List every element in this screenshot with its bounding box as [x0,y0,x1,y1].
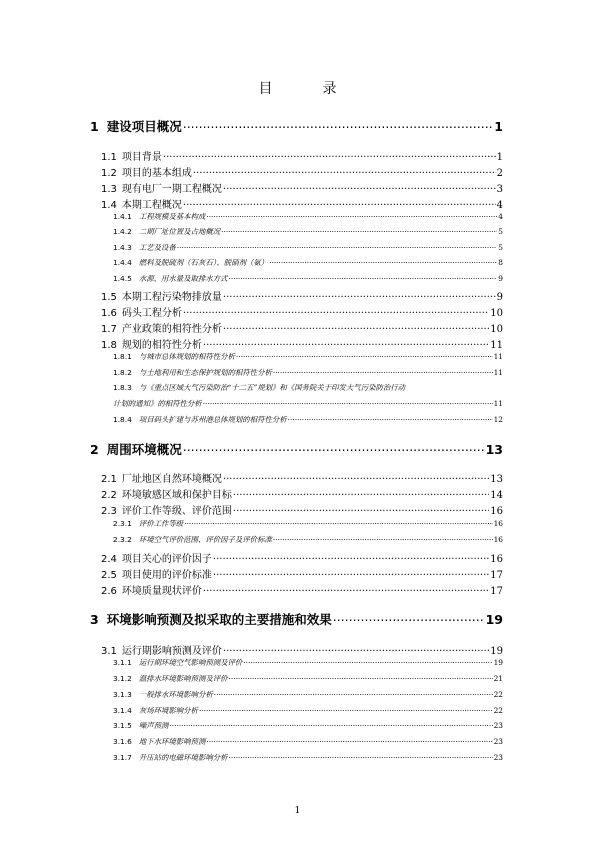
toc-entry-1-8-3[interactable] [113,382,503,393]
toc-entry-number: 2.3 [101,506,117,517]
toc-entry-number: 1.4.2 [113,227,132,236]
toc-entry-number: 1.8.2 [113,368,132,377]
toc-entry-page: 9 [496,292,503,303]
toc-entry-text: 水源、用水量及取排水方式 [138,274,228,283]
toc-entry-number: 1.1 [101,152,117,163]
toc-entry-number: 1.3 [101,184,117,195]
toc-entry-1-8-2[interactable] [113,367,503,378]
toc-entry-number: 3.1.2 [113,674,132,683]
toc-entry-number: 1.8 [101,340,117,351]
toc-entry-page: 22 [493,706,503,715]
toc-entry-page: 4 [496,200,503,211]
toc-entry-number: 3.1 [101,646,117,657]
toc-entry-text: 环境敏感区域和保护目标 [121,490,232,501]
toc-entry-continuation[interactable] [113,398,503,409]
toc-entry-number: 3.1.6 [113,737,132,746]
toc-entry-2-2[interactable] [101,486,503,501]
toc-entry-number: 3.1.7 [113,753,132,762]
toc-entry-text: 本期工程概况 [121,200,182,211]
toc-entry-page: 19 [490,646,503,657]
toc-entry-1-4-2[interactable] [113,226,503,237]
toc-entry-page: 16 [493,519,503,528]
leader-dots [333,612,485,625]
toc-entry-2[interactable] [90,440,503,458]
toc-entry-text: 灰场环境影响分析 [138,706,198,715]
toc-entry-1-7[interactable] [101,320,503,335]
toc-entry-text: 与城市总体规划的相符性分析 [138,352,235,361]
toc-entry-page: 13 [490,474,503,485]
toc-entry-number: 1.8.1 [113,352,132,361]
toc-entry-text: 建设项目概况 [106,119,182,134]
toc-entry-text: 项目关心的评价因子 [121,554,212,565]
leader-dots [223,322,489,332]
toc-entry-number: 1.4.3 [113,243,132,252]
toc-entry-number: 3 [90,612,99,627]
toc-entry-number: 1.4 [101,200,117,211]
leader-dots [223,644,489,654]
leader-dots [243,658,492,665]
toc-entry-text: 运行期环境空气影响预测及评价 [138,658,243,667]
toc-entry-page: 2 [496,168,503,179]
toc-entry-page: 23 [493,753,503,762]
toc-entry-text: 本期工程污染物排放量 [121,292,222,303]
toc-entry-page: 10 [490,308,503,319]
leader-dots [183,442,485,455]
toc-entry-number: 1.8.4 [113,415,132,424]
toc-entry-number: 3.1.5 [113,721,132,730]
toc-entry-text: 噪声预测 [138,721,169,730]
toc-entry-3[interactable] [90,610,503,628]
toc-entry-text: 一般排水环境影响分析 [138,690,213,699]
toc-entry-1-4-1[interactable] [113,211,503,222]
toc-entry-text: 工艺及设备 [138,243,176,252]
toc-entry-page: 14 [490,490,503,501]
toc-entry-text: 项目使用的评价标准 [121,570,212,581]
toc-entry-2-4[interactable] [101,550,503,565]
toc-entry-page: 17 [490,570,503,581]
toc-entry-page: 23 [493,721,503,730]
leader-dots [229,274,498,281]
toc-entry-page: 11 [490,340,503,351]
leader-dots [223,182,496,192]
toc-entry-page: 21 [493,674,503,683]
toc-entry-number: 1.6 [101,308,117,319]
toc-entry-text: 码头工程分析 [121,308,182,319]
toc-entry-page: 16 [490,506,503,517]
toc-entry-text: 与土地利用和生态保护规划的相符性分析 [138,368,272,377]
toc-entry-2-1[interactable] [101,470,503,485]
toc-entry-1-4-3[interactable] [113,242,503,253]
toc-entry-page: 22 [493,690,503,699]
toc-entry-number: 2.4 [101,554,117,565]
toc-entry-number: 1.4.4 [113,258,132,267]
toc-entry-number: 1 [90,119,99,134]
leader-dots [229,674,493,681]
toc-entry-page: 17 [490,586,503,597]
toc-entry-page: 5 [498,243,503,252]
leader-dots [269,258,497,265]
toc-entry-1[interactable] [90,117,503,135]
toc-entry-1-6[interactable] [101,304,503,319]
toc-entry-page: 23 [493,737,503,746]
toc-entry-2-3[interactable] [101,502,503,517]
leader-dots [221,227,497,234]
toc-entry-2-3-1[interactable] [113,518,503,529]
leader-dots [199,706,493,713]
toc-entry-2-5[interactable] [101,566,503,581]
toc-entry-3-1-6[interactable] [113,736,503,747]
toc-entry-number: 2.3.2 [113,535,132,544]
toc-entry-text: 环境空气评价范围、评价因子及评价标准 [138,535,272,544]
toc-entry-text: 环境质量现状评价 [121,586,202,597]
toc-entry-text-continued: 计划的通知》的相符性分析 [113,399,202,408]
toc-entry-text: 地下水环境影响预测 [138,737,206,746]
toc-entry-text: 二期厂址位置及占地概况 [138,227,221,236]
toc-entry-number: 2.5 [101,570,117,581]
toc-entry-1-1[interactable] [101,148,503,163]
toc-entry-1-8-4[interactable] [113,414,503,425]
leader-dots [183,198,496,208]
toc-entry-number: 2.6 [101,586,117,597]
toc-entry-text: 现有电厂一期工程概况 [121,184,222,195]
leader-dots [214,690,493,697]
toc-entry-text: 项目码头扩建与苏州港总体规划的相符性分析 [138,415,287,424]
toc-entry-page: 3 [496,184,503,195]
toc-entry-3-1-4[interactable] [113,705,503,716]
toc-entry-page: 19 [493,658,503,667]
toc-entry-3-1-3[interactable] [113,689,503,700]
toc-entry-text: 评价工作等级、评价范围 [121,506,232,517]
toc-entry-number: 2.3.1 [113,519,132,528]
toc-entry-number: 1.7 [101,324,117,335]
toc-entry-text: 温排水环境影响预测及评价 [138,674,228,683]
leader-dots [233,504,489,514]
toc-entry-number: 1.8.3 [113,383,132,392]
leader-dots [184,519,492,526]
leader-dots [229,753,493,760]
toc-entry-page: 10 [490,324,503,335]
toc-entry-text: 与《重点区域大气污染防治“十二五”规划》和《国务院关于印发大气污染防治行动 [138,383,406,392]
toc-entry-number: 1.4.1 [113,212,132,221]
toc-entry-number: 2.2 [101,490,117,501]
toc-entry-page: 19 [485,612,503,627]
toc-entry-page: 5 [498,227,503,236]
toc-entry-2-6[interactable] [101,582,503,597]
toc-entry-text: 升压站的电磁环境影响分析 [138,753,228,762]
toc-entry-number: 3.1.3 [113,690,132,699]
toc-entry-page: 11 [493,352,503,361]
toc-entry-text: 运行期影响预测及评价 [121,646,222,657]
toc-entry-page: 1 [494,119,503,134]
toc-entry-text: 厂址地区自然环境概况 [121,474,222,485]
toc-entry-text: 周围环境概况 [106,442,182,457]
toc-entry-page: 8 [498,258,503,267]
toc-entry-page: 13 [485,442,503,457]
toc-entry-page: 16 [490,554,503,565]
toc-entry-number: 2.1 [101,474,117,485]
toc-entry-number: 3.1.1 [113,658,132,667]
toc-entry-text: 工程规模及基本构成 [138,212,206,221]
toc-entry-1-4-5[interactable] [113,273,503,284]
toc-entry-text: 环境影响预测及拟采取的主要措施和效果 [106,612,332,627]
toc-entry-page: 9 [498,274,503,283]
toc-entry-number: 3.1.4 [113,706,132,715]
toc-entry-1-4[interactable] [101,196,503,211]
leader-dots [169,721,492,728]
toc-entry-page: 4 [498,212,503,221]
toc-entry-number: 1.2 [101,168,117,179]
toc-entry-page: 1 [496,152,503,163]
leader-dots [223,290,496,300]
leader-dots [206,212,497,219]
toc-entry-3-1-5[interactable] [113,720,503,731]
toc-entry-number: 2 [90,442,99,457]
toc-entry-page: 16 [493,535,503,544]
leader-dots [273,535,493,542]
toc-entry-page: 12 [493,415,503,424]
toc-entry-text: 燃料及脱硫剂（石灰石）、脱硝剂（氨） [138,258,269,267]
toc-entry-text: 规划的相符性分析 [121,340,202,351]
toc-entry-1-3[interactable] [101,180,503,195]
toc-entry-3-1-2[interactable] [113,673,503,684]
leader-dots [183,119,494,132]
leader-dots [288,415,493,422]
leader-dots [236,352,493,359]
page-title: 目 录 [258,81,355,97]
toc-entry-page: 11 [493,368,503,377]
toc-entry-text: 产业政策的相符性分析 [121,324,222,335]
leader-dots [213,568,489,578]
toc-entry-3-1-7[interactable] [113,752,503,763]
leader-dots [203,584,489,594]
toc-entry-1-5[interactable] [101,288,503,303]
leader-dots [183,306,489,316]
toc-entry-number: 1.4.5 [113,274,132,283]
leader-dots [203,338,489,348]
toc-entry-page: 11 [493,399,503,408]
leader-dots [213,552,489,562]
toc-entry-1-4-4[interactable] [113,257,503,268]
toc-entry-1-8[interactable] [101,336,503,351]
leader-dots [273,368,493,375]
leader-dots [206,737,492,744]
toc-entry-number: 1.5 [101,292,117,303]
toc-entry-text: 评价工作等级 [138,519,184,528]
leader-dots [177,243,498,250]
leader-dots [163,150,496,160]
toc-entry-1-2[interactable] [101,164,503,179]
leader-dots [233,488,489,498]
toc-entry-3-1[interactable] [101,642,503,657]
leader-dots [203,399,493,406]
leader-dots [193,166,496,176]
footer-page-number: 1 [294,806,301,816]
leader-dots [223,472,489,482]
toc-entry-3-1-1[interactable] [113,657,503,668]
toc-entry-1-8-1[interactable] [113,351,503,362]
toc-entry-2-3-2[interactable] [113,534,503,545]
toc-entry-text: 项目的基本组成 [121,168,192,179]
toc-entry-text: 项目背景 [121,152,162,163]
